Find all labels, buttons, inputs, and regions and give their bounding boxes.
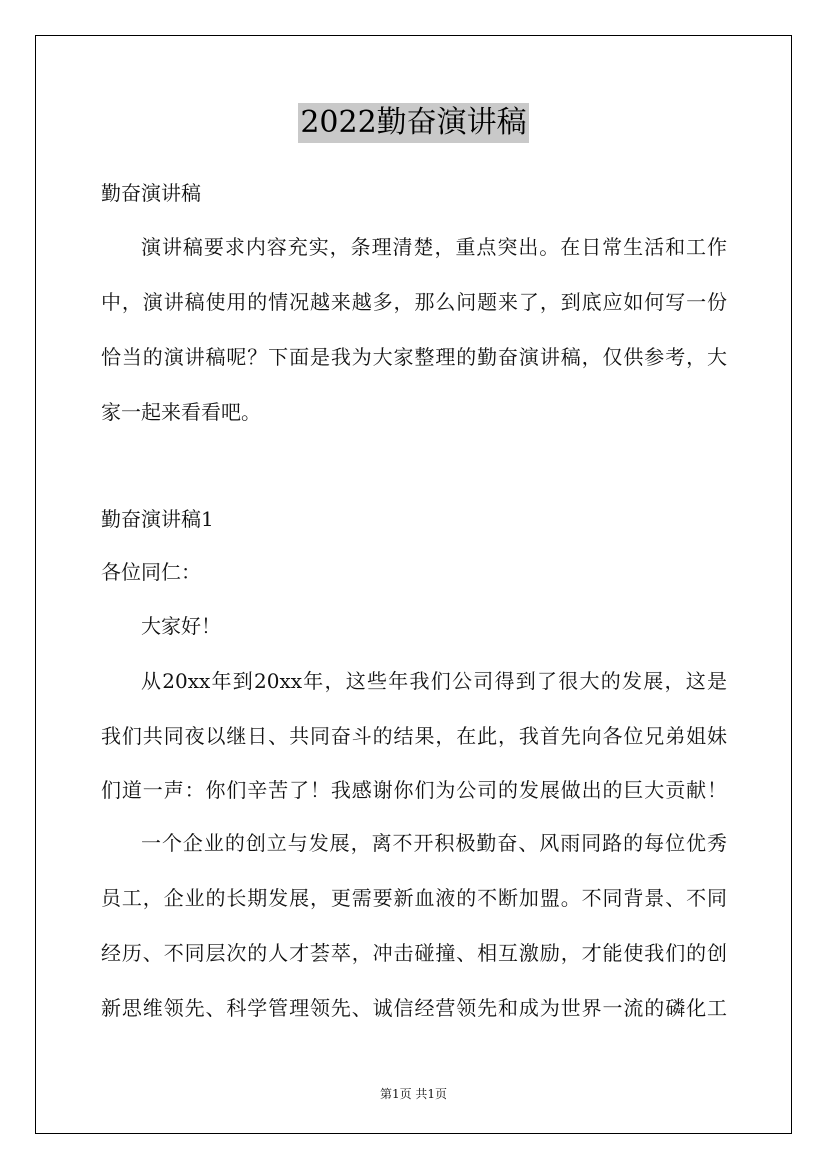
section-heading: 勤奋演讲稿1 [101,507,214,531]
salutation: 各位同仁： [101,560,201,584]
paragraph-line: 家一起来看看吧。 [101,400,261,424]
page-footer [0,1085,827,1102]
paragraph-line: 一个企业的创立与发展，离不开积极勤奋、风雨同路的每位优秀 [141,831,727,855]
paragraph-line: 我们共同夜以继日、共同奋斗的结果，在此，我首先向各位兄弟姐妹 [101,724,727,748]
paragraph-line: 恰当的演讲稿呢？下面是我为大家整理的勤奋演讲稿，仅供参考，大 [101,345,727,369]
paragraph-line: 员工，企业的长期发展，更需要新血液的不断加盟。不同背景、不同 [101,886,727,910]
title-container [0,103,827,143]
section-heading: 勤奋演讲稿 [101,181,201,205]
paragraph-line: 从20xx年到20xx年，这些年我们公司得到了很大的发展，这是 [141,669,727,693]
paragraph-line: 们道一声：你们辛苦了！我感谢你们为公司的发展做出的巨大贡献！ [101,778,727,802]
page-number: 第1页 共1页 [379,1087,448,1101]
greeting: 大家好！ [141,614,221,638]
paragraph-line: 演讲稿要求内容充实，条理清楚，重点突出。在日常生活和工作 [141,235,727,259]
paragraph-line: 经历、不同层次的人才荟萃，冲击碰撞、相互激励，才能使我们的创 [101,941,727,965]
paragraph-line: 新思维领先、科学管理领先、诚信经营领先和成为世界一流的磷化工 [101,996,727,1020]
document-title: 2022勤奋演讲稿 [298,103,528,143]
paragraph-line: 中，演讲稿使用的情况越来越多，那么问题来了，到底应如何写一份 [101,290,727,314]
